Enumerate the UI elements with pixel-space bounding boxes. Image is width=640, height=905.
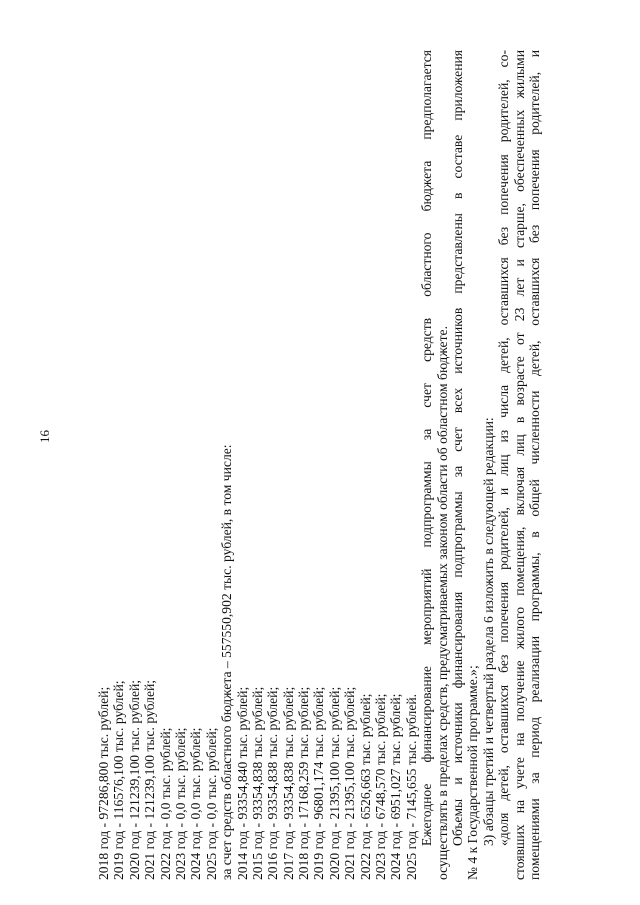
regional-year-line: 2015 год - 93354,838 тыс. рублей; [249,686,265,880]
regional-year-line: 2014 год - 93354,840 тыс. рублей; [234,686,250,880]
document-text [96,50,542,880]
regional-year-line: 2017 год - 93354,838 тыс. рублей; [280,686,296,880]
federal-year-line: 2018 год - 97286,800 тыс. рублей; [96,686,111,880]
paragraph-sources-line: № 4 к Государственной программе.»; [465,665,481,880]
paragraph-quote-line: помещениями за период реализации программы, в общей численности детей, оставшихся без попечения родителей, и [526,50,542,880]
regional-year-line: 2016 год - 93354,838 тыс. рублей; [265,686,281,880]
regional-year-line: 2024 год - 6951,027 тыс. рублей; [388,693,404,880]
regional-year-line: 2022 год - 6526,663 тыс. рублей; [357,693,373,880]
page-number: 16 [37,430,52,443]
regional-year-line: 2019 год - 96801,174 тыс. рублей; [311,686,327,880]
federal-year-line: 2022 год - 0,0 тыс. рублей; [157,727,173,880]
federal-year-line: 2019 год - 116576,100 тыс. рублей; [111,680,127,880]
federal-year-line: 2024 год - 0,0 тыс. рублей; [188,727,204,880]
paragraph-quote-line: стоявших на учете на получение жилого помещения, включая лиц в возрасте от 23 лет и старше, обеспеченных жилыми [511,50,527,880]
paragraph-financing-line: Ежегодное финансирование мероприятий подпрограммы за счет средств областного бюджета предполагается [419,50,435,846]
regional-year-line: 2025 год - 7145,655 тыс. рублей. [403,693,419,880]
federal-year-line: 2021 год - 121239,100 тыс. рублей; [142,679,158,880]
paragraph-sources-line: Объемы и источники финансирования подпрограммы за счет всех источников представлены в составе приложения [449,50,465,846]
regional-budget-header: за счет средств областного бюджета – 557550,902 тыс. рублей, в том числе: [219,444,235,880]
paragraph-quote-line: «доля детей, оставшихся без попечения родителей, и лиц из числа детей, оставшихся без попечения родителей, со- [496,50,512,846]
federal-year-line: 2023 год - 0,0 тыс. рублей; [172,727,188,880]
federal-year-line: 2020 год - 121239,100 тыс. рублей; [126,679,142,880]
regional-year-line: 2020 год - 21395,100 тыс. рублей; [326,686,342,880]
federal-year-line: 2025 год - 0,0 тыс. рублей; [203,727,219,880]
regional-year-line: 2021 год - 21395,100 тыс. рублей; [342,686,358,880]
paragraph-financing-line: осуществлять в пределах средств, предусматриваемых законом области об областном бюджете. [434,326,450,880]
regional-year-line: 2018 год - 17168,259 тыс. рублей; [296,686,312,880]
regional-year-line: 2023 год - 6748,570 тыс. рублей; [373,693,389,880]
paragraph-amendment: 3) абзацы третий и четвертый раздела 6 изложить в следующей редакции: [480,417,496,846]
